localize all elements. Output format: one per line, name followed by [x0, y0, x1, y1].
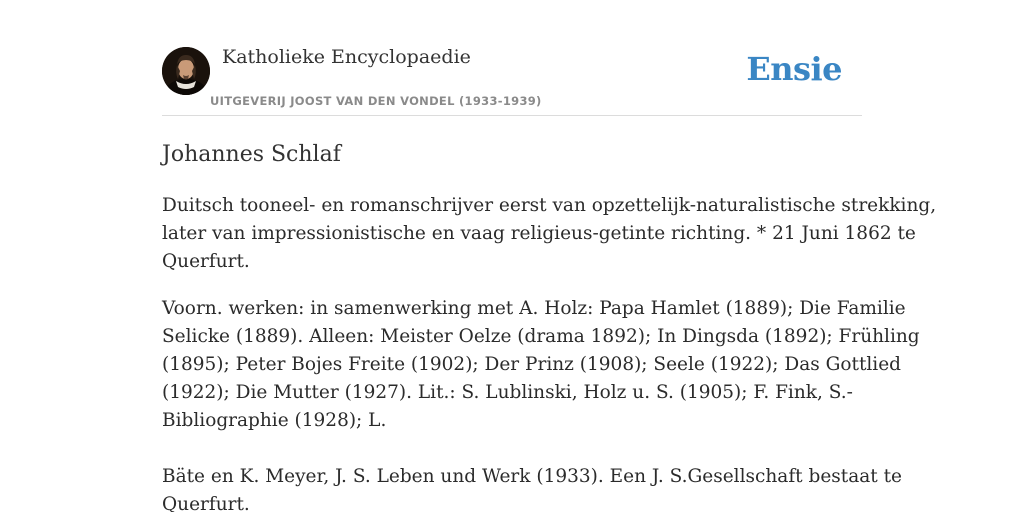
portrait-avatar-icon[interactable]	[162, 47, 210, 95]
article-content	[162, 138, 937, 512]
paragraph-line: Duitsch tooneel- en romanschrijver eerst van opzettelijk-naturalistische strekking,	[162, 195, 937, 216]
paragraph-line: Voorn. werken: in samenwerking met A. Holz: Papa Hamlet (1889); Die Familie	[162, 298, 906, 319]
article-paragraph-1	[162, 192, 937, 276]
book-title[interactable]: Katholieke Encyclopaedie	[222, 46, 471, 68]
portrait-image	[162, 47, 210, 95]
paragraph-line: (1895); Peter Bojes Freite (1902); Der Prinz (1908); Seele (1922); Das Gottlied	[162, 354, 902, 375]
paragraph-line: Querfurt.	[162, 494, 250, 512]
paragraph-line: later van impressionistische en vaag religieus-getinte richting. * 21 Juni 1862 te	[162, 223, 916, 244]
paragraph-line: Bibliographie (1928); L.	[162, 410, 387, 431]
publisher-label: UITGEVERIJ JOOST VAN DEN VONDEL (1933-1939)	[210, 94, 542, 108]
brand-logo[interactable]: Ensie	[746, 50, 842, 88]
paragraph-line: Selicke (1889). Alleen: Meister Oelze (drama 1892); In Dingsda (1892); Frühling	[162, 326, 920, 347]
article-title: Johannes Schlaf	[162, 142, 341, 167]
article-paragraph-2	[162, 295, 920, 435]
paragraph-line: (1922); Die Mutter (1927). Lit.: S. Lublinski, Holz u. S. (1905); F. Fink, S.-	[162, 382, 853, 403]
paragraph-line: Bäte en K. Meyer, J. S. Leben und Werk (1933). Een J. S.Gesellschaft bestaat te	[162, 466, 902, 487]
site-header	[162, 0, 862, 116]
paragraph-line: Querfurt.	[162, 251, 250, 272]
article-paragraph-3	[162, 463, 902, 512]
